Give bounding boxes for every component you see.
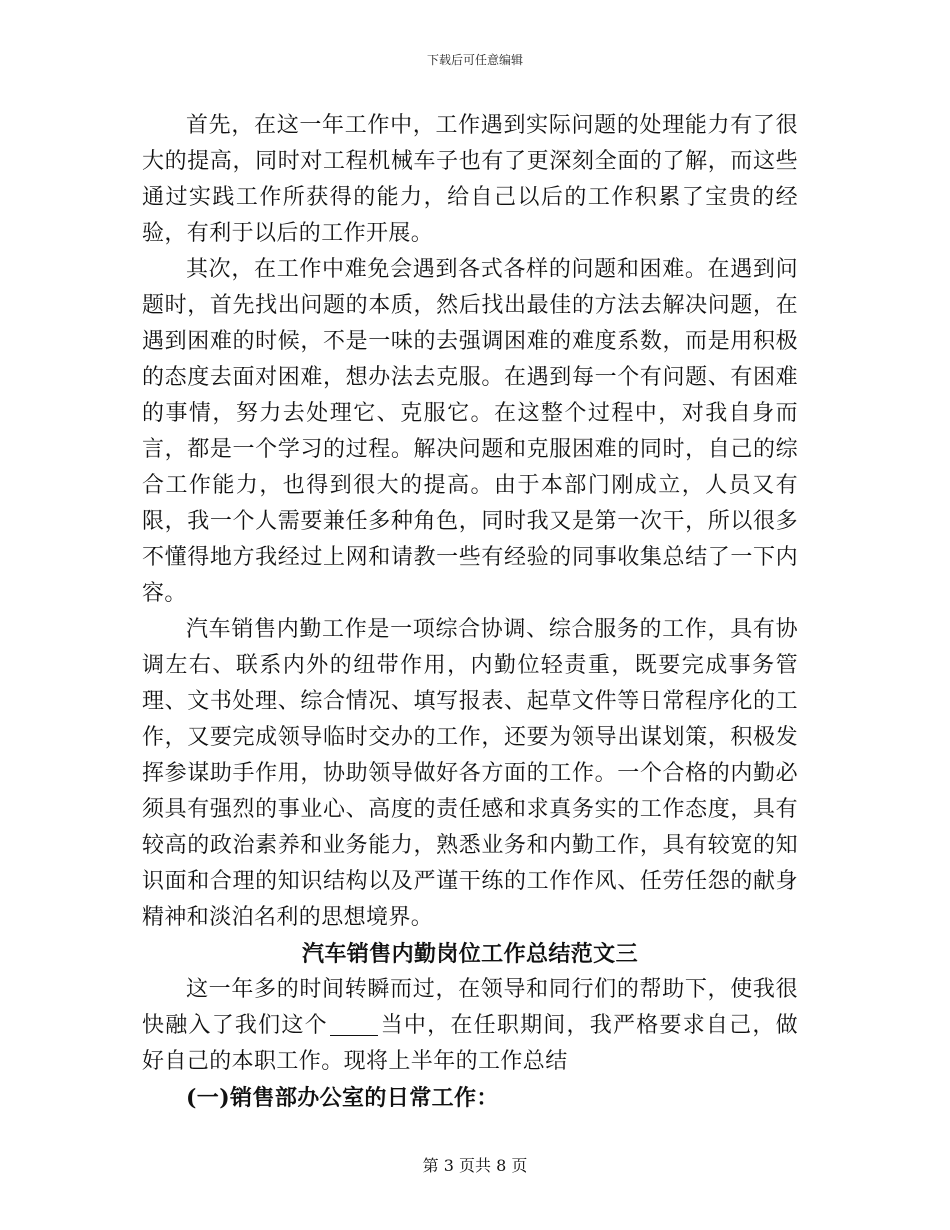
section-title: 汽车销售内勤岗位工作总结范文三 [301,941,638,967]
paragraph-4-part-1: 这一年多的时间转瞬而过，在领导和同行们的帮助下，使我很快融入了我们这个 [142,977,798,1038]
paragraph-4 [142,972,798,1080]
paragraph-2: 其次，在工作中难免会遇到各式各样的问题和困难。在遇到问题时，首先找出问题的本质，然后找出最佳的方法去解决问题，在遇到困难的时候，不是一味的去强调困难的难度系数，而是用积极的态度去面对困难，想办法去克服。在遇到每一个有问题、有困难的事情，努力去处理它、克服它。在这整个过程中，对我自身而言，都是一个学习的过程。解决问题和克服困难的同时，自己的综合工作能力，也得到很大的提高。由于本部门刚成立，人员又有限，我一个人需要兼任多种角色，同时我又是第一次干，所以很多不懂得地方我经过上网和请教一些有经验的同事收集总结了一下内容。 [142,257,798,606]
paragraph-1: 首先，在这一年工作中，工作遇到实际问题的处理能力有了很大的提高，同时对工程机械车子也有了更深刻全面的了解，而这些通过实践工作所获得的能力，给自己以后的工作积累了宝贵的经验，有利于以后的工作开展。 [142,113,798,246]
page-header: 下载后可任意编辑 [426,53,523,67]
fill-in-blank [330,1013,378,1036]
paragraph-3: 汽车销售内勤工作是一项综合协调、综合服务的工作，具有协调左右、联系内外的纽带作用，内勤位轻责重，既要完成事务管理、文书处理、综合情况、填写报表、起草文件等日常程序化的工作，又要完成领导临时交办的工作，还要为领导出谋划策，积极发挥参谋助手作用，协助领导做好各方面的工作。一个合格的内勤必须具有强烈的事业心、高度的责任感和求真务实的工作态度，具有较高的政治素养和业务能力，熟悉业务和内勤工作，具有较宽的知识面和合理的知识结构以及严谨干练的工作作风、任劳任怨的献身精神和淡泊名利的思想境界。 [142,617,798,930]
paragraph-4-part-2: 当中，在任职期间，我严格要求自己，做好自己的本职工作。现将上半年的工作总结 [142,1013,799,1074]
subsection-heading: (一)销售部办公室的日常工作： [186,1085,499,1111]
document-body [142,108,798,1116]
page-footer: 第 3 页共 8 页 [422,1156,528,1175]
